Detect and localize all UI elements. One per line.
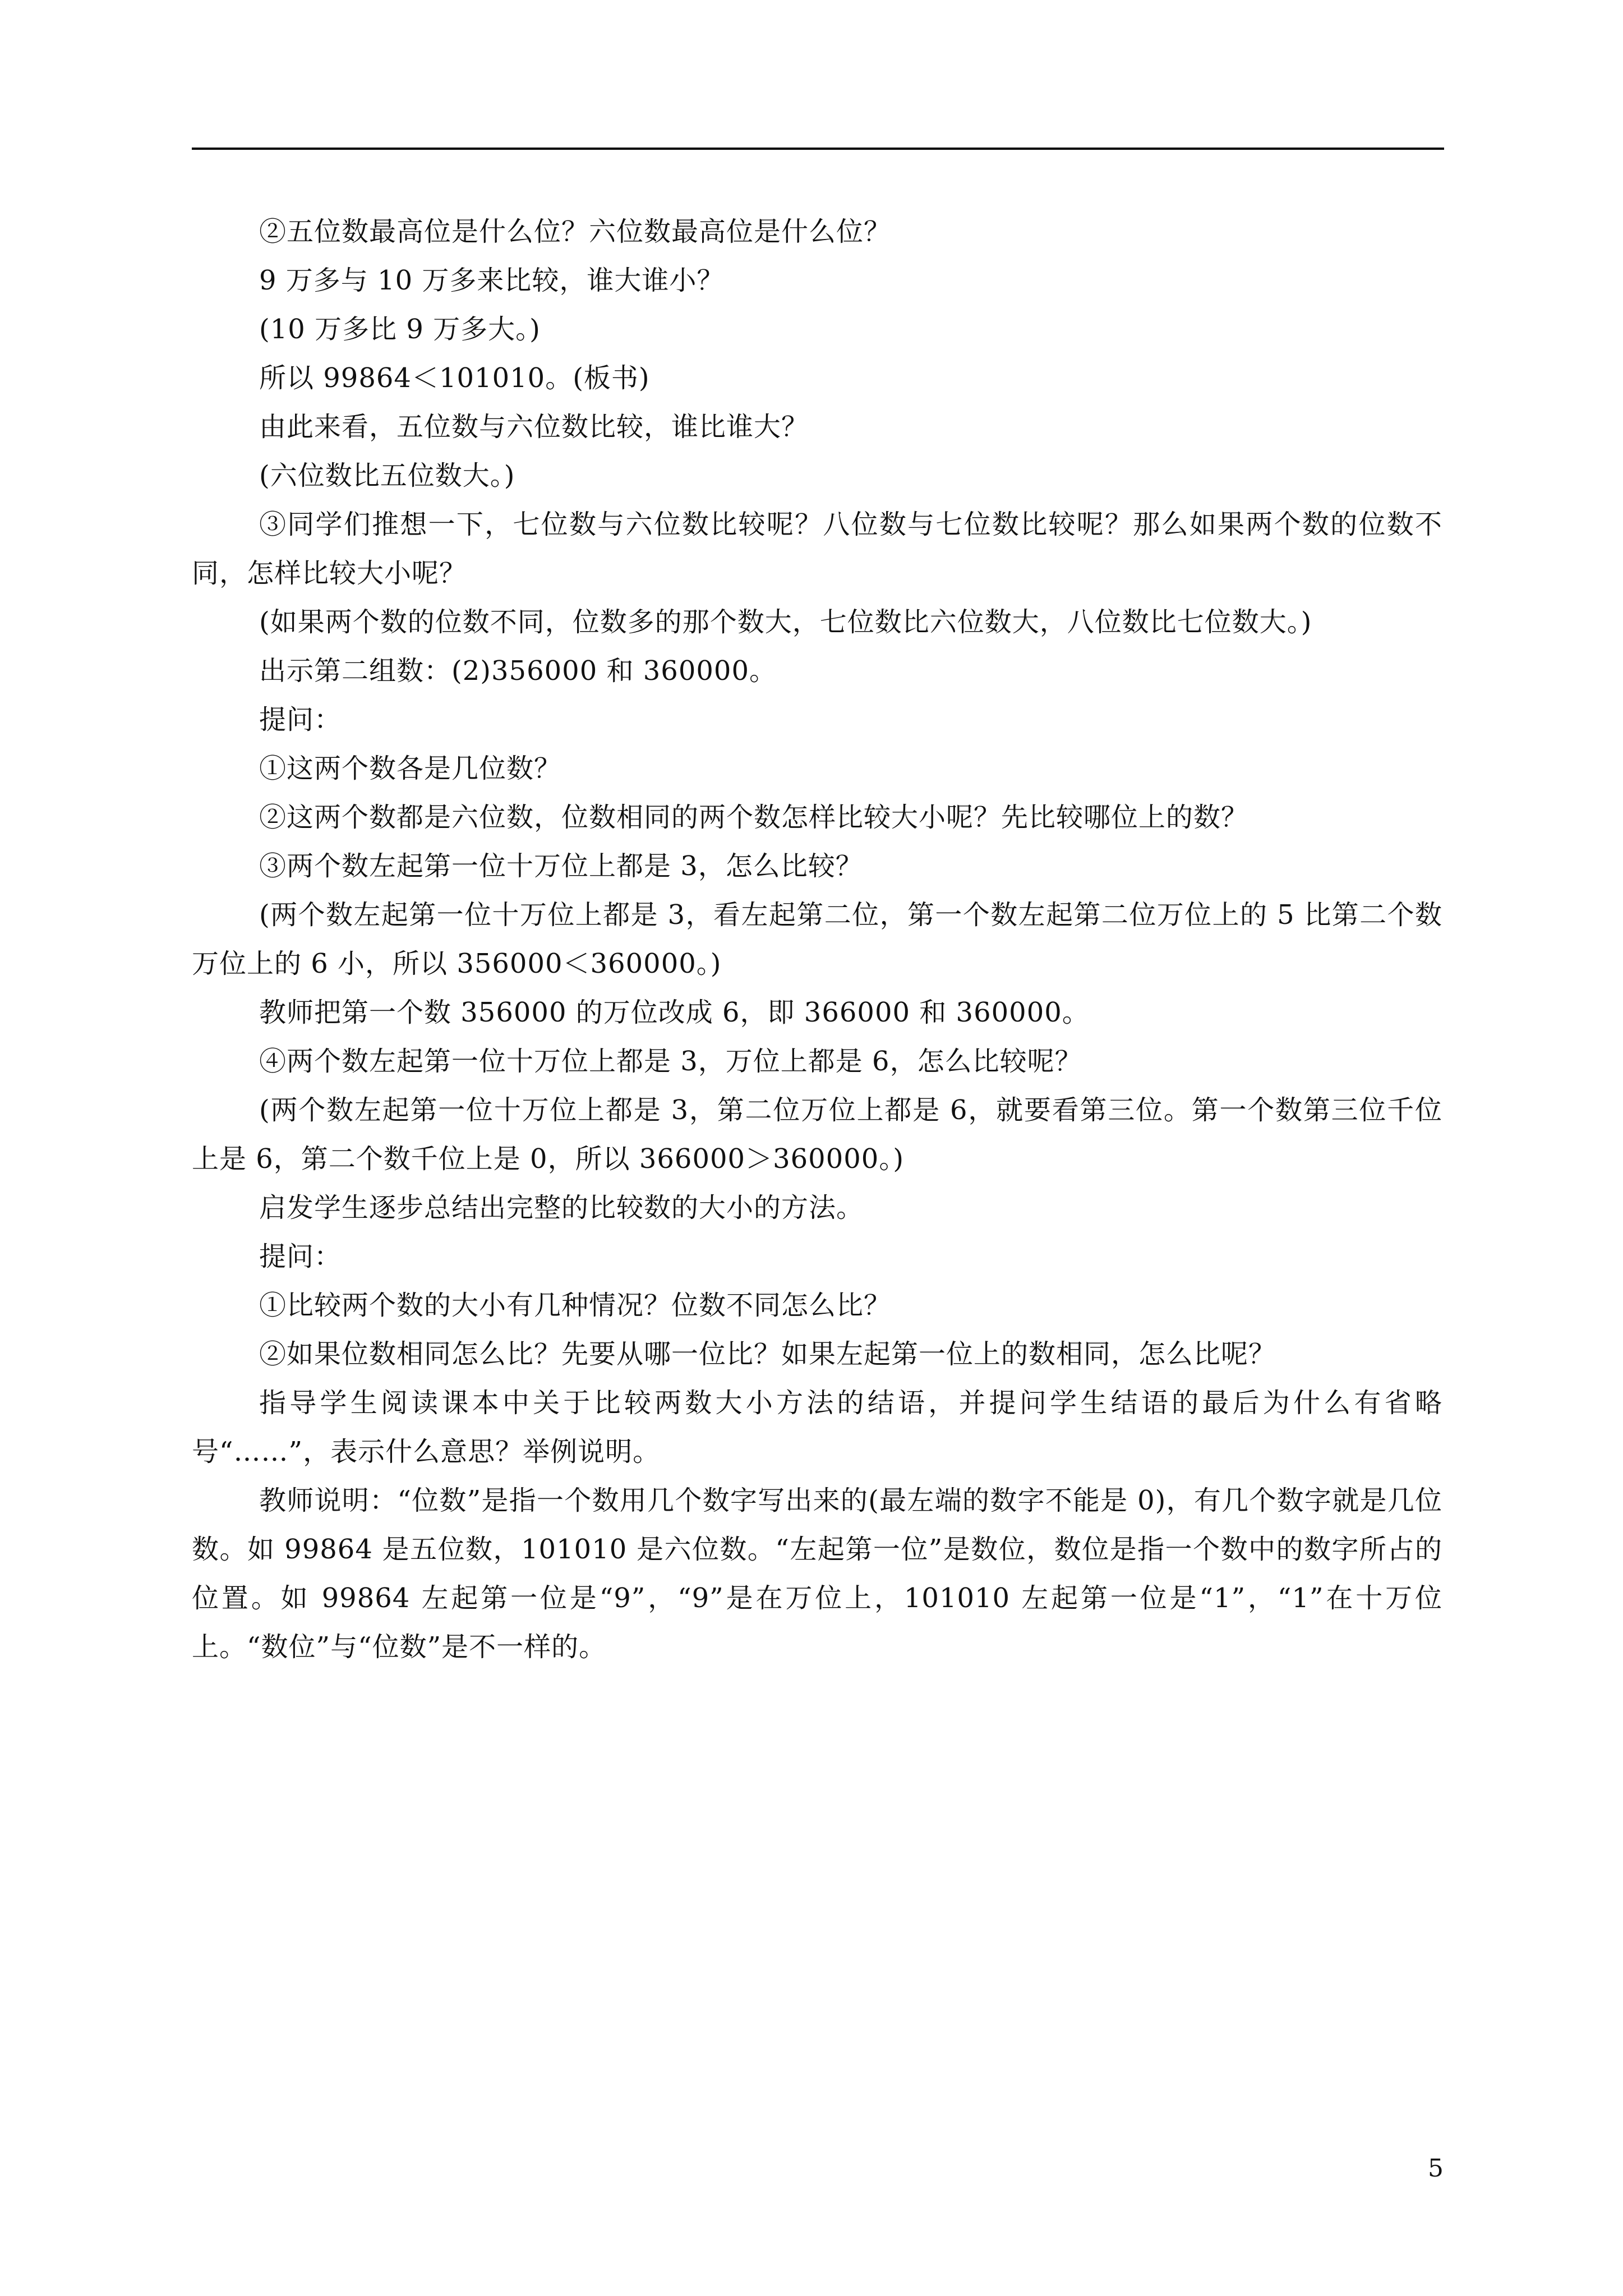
- paragraph: ②这两个数都是六位数，位数相同的两个数怎样比较大小呢？先比较哪位上的数？: [259, 802, 1249, 833]
- paragraph: ②如果位数相同怎么比？先要从哪一位比？如果左起第一位上的数相同，怎么比呢？: [259, 1338, 1276, 1370]
- paragraph: (两个数左起第一位十万位上都是 3，看左起第二位，第一个数左起第二位万位上的 5 比第二个数万位上的 6 小，所以 356000＜360000。): [192, 899, 1442, 979]
- paragraph: 启发学生逐步总结出完整的比较数的大小的方法。: [259, 1192, 864, 1223]
- paragraph: 9 万多与 10 万多来比较，谁大谁小？: [259, 265, 725, 296]
- paragraph: ④两个数左起第一位十万位上都是 3，万位上都是 6，怎么比较呢？: [259, 1046, 1082, 1077]
- paragraph: (六位数比五位数大。): [259, 460, 515, 491]
- paragraph: 提问：: [259, 704, 342, 735]
- paragraph: (如果两个数的位数不同，位数多的那个数大，七位数比六位数大，八位数比七位数大。): [259, 606, 1312, 638]
- paragraph: ③同学们推想一下，七位数与六位数比较呢？八位数与七位数比较呢？那么如果两个数的位数不同，怎样比较大小呢？: [192, 509, 1442, 589]
- paragraph: 教师把第一个数 356000 的万位改成 6，即 366000 和 360000。: [259, 997, 1090, 1028]
- page-body: [192, 208, 1442, 1672]
- paragraph: ③两个数左起第一位十万位上都是 3，怎么比较？: [259, 850, 863, 882]
- paragraph: 指导学生阅读课本中关于比较两数大小方法的结语，并提问学生结语的最后为什么有省略号“……”，表示什么意思？举例说明。: [192, 1387, 1442, 1467]
- paragraph: 教师说明：“位数”是指一个数用几个数字写出来的(最左端的数字不能是 0)，有几个数字就是几位数。如 99864 是五位数，101010 是六位数。“左起第一位”是数位，数位是指一个数中的数字所占的位置。如 99864 左起第一位是“9”，“9”是在万位上，101010 左起第一位是“1”，“1”在十万位上。“数位”与“位数”是不一样的。: [192, 1485, 1442, 1663]
- paragraph: 所以 99864＜101010。(板书): [259, 362, 650, 394]
- paragraph: 由此来看，五位数与六位数比较，谁比谁大？: [259, 411, 809, 443]
- paragraph: ①这两个数各是几位数？: [259, 753, 562, 784]
- paragraph: ②五位数最高位是什么位？六位数最高位是什么位？: [259, 216, 892, 247]
- page-number: 5: [1428, 2154, 1444, 2183]
- header-rule: [192, 148, 1444, 150]
- paragraph: ①比较两个数的大小有几种情况？位数不同怎么比？: [259, 1290, 892, 1321]
- paragraph: 出示第二组数：(2)356000 和 360000。: [259, 655, 777, 687]
- paragraph: (10 万多比 9 万多大。): [259, 314, 541, 345]
- paragraph: (两个数左起第一位十万位上都是 3，第二位万位上都是 6，就要看第三位。第一个数第三位千位上是 6，第二个数千位上是 0，所以 366000＞360000。): [192, 1094, 1442, 1175]
- paragraph: 提问：: [259, 1241, 342, 1272]
